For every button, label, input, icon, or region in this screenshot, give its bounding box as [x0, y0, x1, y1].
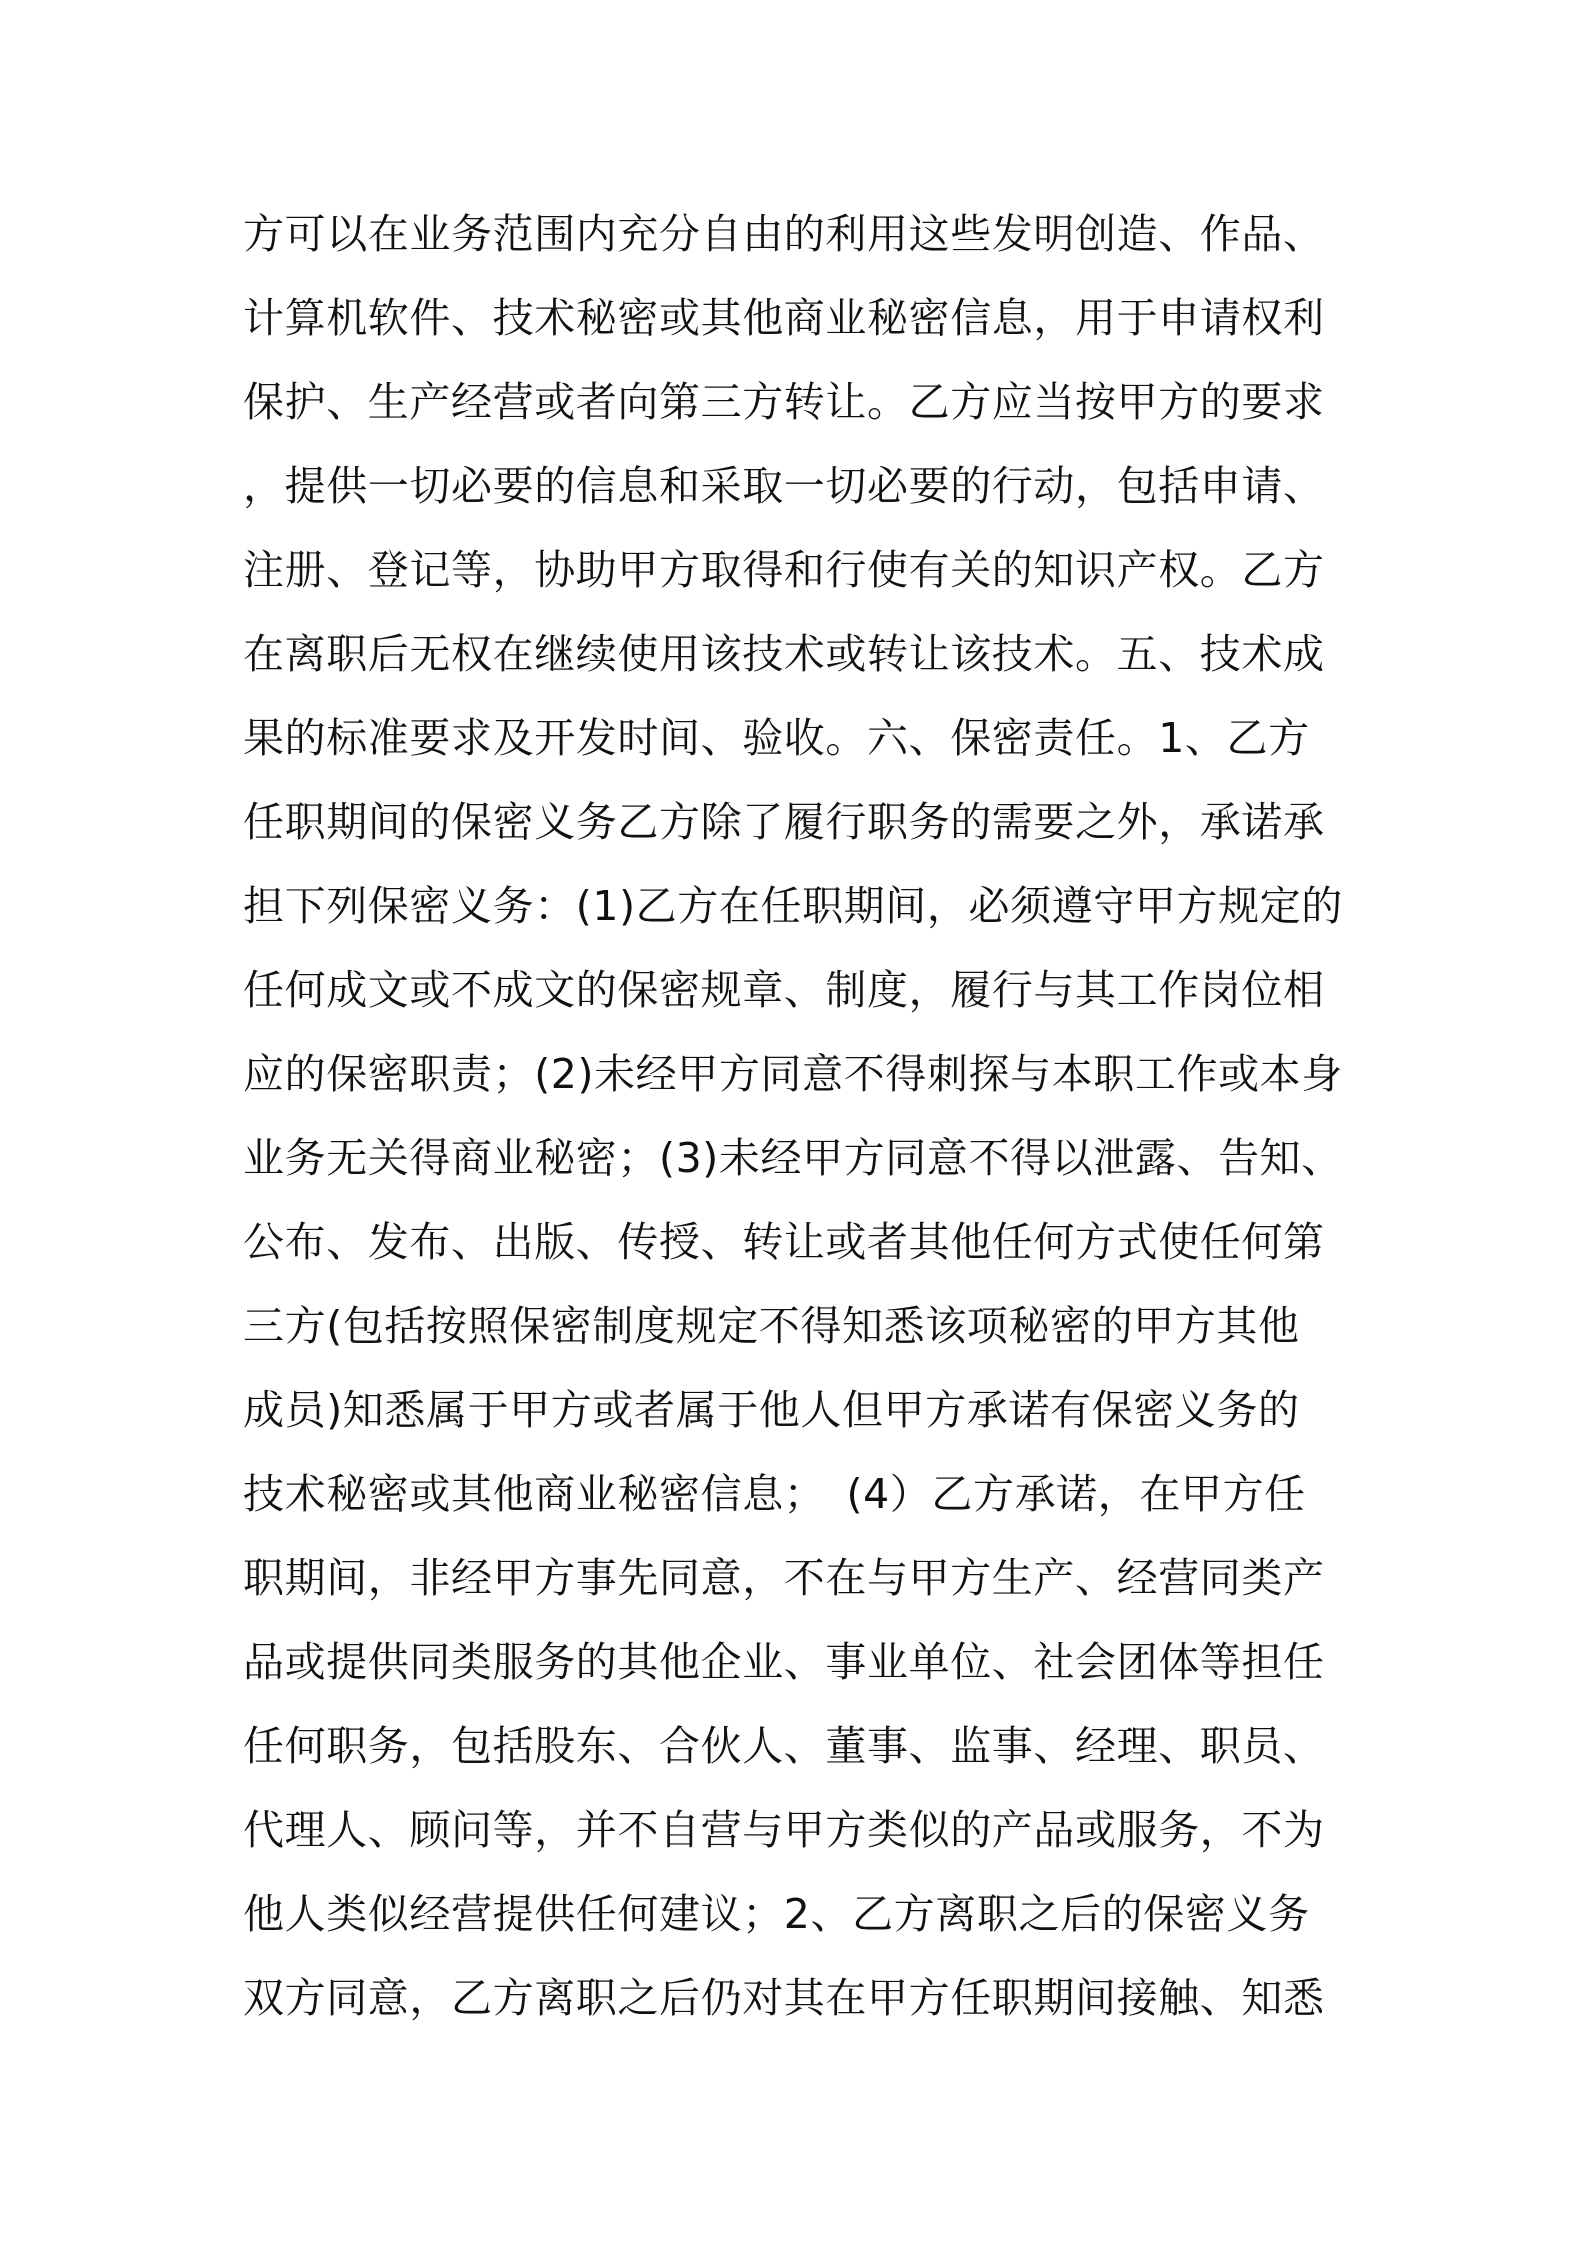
text-line: 三方(包括按照保密制度规定不得知悉该项秘密的甲方其他: [243, 1302, 1300, 1350]
text-line: 保护、生产经营或者向第三方转让。乙方应当按甲方的要求: [243, 378, 1325, 426]
text-line: 在离职后无权在继续使用该技术或转让该技术。五、技术成: [243, 630, 1325, 678]
text-line: ，提供一切必要的信息和采取一切必要的行动，包括申请、: [243, 462, 1325, 510]
text-line: 他人类似经营提供任何建议；2、乙方离职之后的保密义务: [243, 1890, 1310, 1938]
text-line: 应的保密职责；(2)未经甲方同意不得刺探与本职工作或本身: [243, 1050, 1343, 1098]
text-line: 技术秘密或其他商业秘密信息； (4）乙方承诺，在甲方任: [243, 1470, 1306, 1518]
text-line: 业务无关得商业秘密；(3)未经甲方同意不得以泄露、告知、: [243, 1134, 1343, 1182]
text-line: 代理人、顾问等，并不自营与甲方类似的产品或服务，不为: [243, 1806, 1325, 1854]
text-line: 职期间，非经甲方事先同意，不在与甲方生产、经营同类产: [243, 1554, 1325, 1602]
text-line: 注册、登记等，协助甲方取得和行使有关的知识产权。乙方: [243, 546, 1325, 594]
text-line: 任何成文或不成文的保密规章、制度，履行与其工作岗位相: [243, 966, 1325, 1014]
text-line: 品或提供同类服务的其他企业、事业单位、社会团体等担任: [243, 1638, 1325, 1686]
text-line: 任何职务，包括股东、合伙人、董事、监事、经理、职员、: [243, 1722, 1325, 1770]
text-line: 公布、发布、出版、传授、转让或者其他任何方式使任何第: [243, 1218, 1325, 1266]
text-line: 成员)知悉属于甲方或者属于他人但甲方承诺有保密义务的: [243, 1386, 1300, 1434]
text-line: 方可以在业务范围内充分自由的利用这些发明创造、作品、: [243, 210, 1325, 258]
text-line: 担下列保密义务：(1)乙方在任职期间，必须遵守甲方规定的: [243, 882, 1343, 930]
text-line: 双方同意，乙方离职之后仍对其在甲方任职期间接触、知悉: [243, 1974, 1325, 2022]
text-line: 计算机软件、技术秘密或其他商业秘密信息，用于申请权利: [243, 294, 1325, 342]
body-text: [243, 192, 1353, 2040]
text-line: 果的标准要求及开发时间、验收。六、保密责任。1、乙方: [243, 714, 1310, 762]
text-line: 任职期间的保密义务乙方除了履行职务的需要之外，承诺承: [243, 798, 1325, 846]
